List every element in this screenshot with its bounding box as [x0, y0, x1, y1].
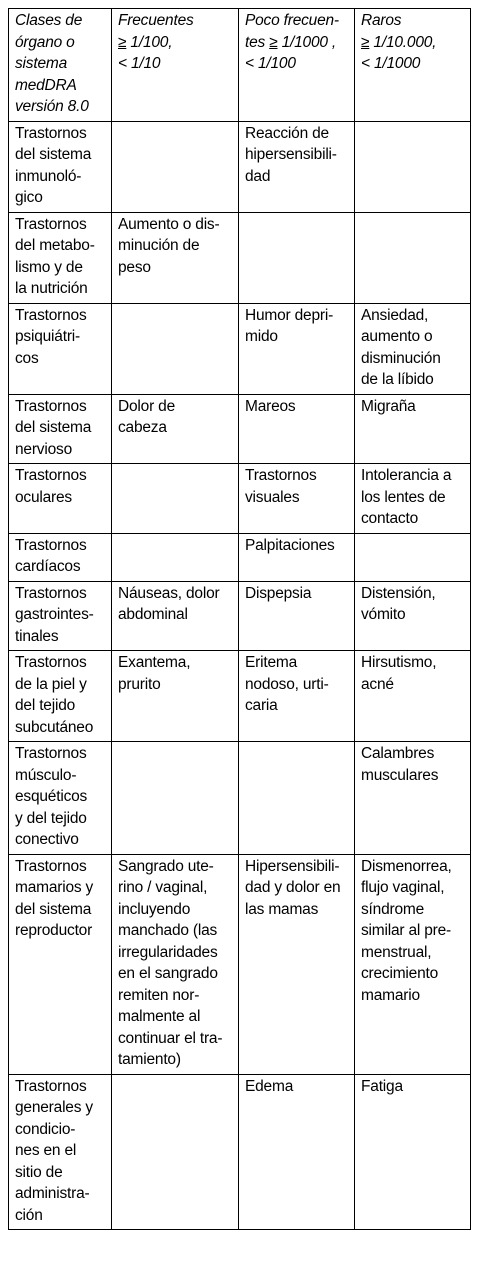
cell-uncommon: Dispepsia: [239, 581, 355, 651]
header-rare-ge: ≥: [361, 33, 370, 51]
header-organ-class: [9, 9, 112, 122]
cell-organ: Trastornos psiquiátri- cos: [9, 303, 112, 394]
cell-uncommon: Palpitaciones: [239, 533, 355, 581]
table-row: [9, 533, 471, 581]
header-frequent-ge: ≥: [118, 33, 127, 51]
cell-rare: Calambres musculares: [355, 742, 471, 855]
cell-frequent: [112, 1074, 239, 1230]
table-header: [9, 9, 471, 122]
header-rare: [355, 9, 471, 122]
cell-uncommon: Trastornos visuales: [239, 464, 355, 534]
cell-rare: [355, 533, 471, 581]
header-uncommon-ge: ≥: [269, 33, 278, 51]
table-row: [9, 854, 471, 1074]
cell-rare: [355, 121, 471, 212]
header-uncommon: [239, 9, 355, 122]
cell-uncommon: [239, 212, 355, 303]
cell-rare: Fatiga: [355, 1074, 471, 1230]
cell-organ: Trastornos mamarios y del sistema reproductor: [9, 854, 112, 1074]
table-body: [9, 121, 471, 1230]
adverse-reactions-table: [8, 8, 471, 1230]
cell-rare: Hirsutismo, acné: [355, 651, 471, 742]
table-row: [9, 651, 471, 742]
header-frequent-label: Frecuentes: [118, 12, 194, 29]
cell-frequent: [112, 742, 239, 855]
cell-organ: Trastornos músculo- esquéticos y del tejido conectivo: [9, 742, 112, 855]
cell-uncommon: Eritema nodoso, urti- caria: [239, 651, 355, 742]
cell-frequent: [112, 121, 239, 212]
table-row: [9, 121, 471, 212]
cell-frequent: [112, 533, 239, 581]
table-row: [9, 303, 471, 394]
cell-frequent: [112, 303, 239, 394]
cell-organ: Trastornos oculares: [9, 464, 112, 534]
cell-uncommon: Mareos: [239, 394, 355, 464]
cell-frequent: Náuseas, dolor abdominal: [112, 581, 239, 651]
cell-organ: Trastornos de la piel y del tejido subcutáneo: [9, 651, 112, 742]
cell-organ: Trastornos gastrointes- tinales: [9, 581, 112, 651]
cell-frequent: Aumento o dis- minución de peso: [112, 212, 239, 303]
cell-uncommon: Edema: [239, 1074, 355, 1230]
cell-uncommon: Humor depri- mido: [239, 303, 355, 394]
header-organ-class-text: Clases de órgano o sistema medDRA versión 8.0: [15, 12, 89, 115]
cell-rare: Intolerancia a los lentes de contacto: [355, 464, 471, 534]
header-row: [9, 9, 471, 122]
cell-frequent: [112, 464, 239, 534]
cell-organ: Trastornos del sistema nervioso: [9, 394, 112, 464]
table-row: [9, 394, 471, 464]
cell-frequent: Sangrado ute- rino / vaginal, incluyendo manchado (las irregularidades en el sangrado remiten nor- malmente al continuar el tra- tamiento): [112, 854, 239, 1074]
header-rare-label: Raros: [361, 12, 402, 29]
cell-uncommon: Reacción de hipersensibili- dad: [239, 121, 355, 212]
cell-frequent: Exantema, prurito: [112, 651, 239, 742]
header-frequent-range: 1/100, < 1/10: [118, 33, 173, 72]
table-row: [9, 742, 471, 855]
cell-organ: Trastornos generales y condicio- nes en el sitio de administra- ción: [9, 1074, 112, 1230]
table-row: [9, 581, 471, 651]
header-uncommon-label: Poco frecuen- tes: [245, 12, 339, 51]
cell-rare: Ansiedad, aumento o disminución de la líbido: [355, 303, 471, 394]
header-frequent: [112, 9, 239, 122]
cell-rare: Dismenorrea, flujo vaginal, síndrome similar al pre- menstrual, crecimiento mamario: [355, 854, 471, 1074]
cell-frequent: Dolor de cabeza: [112, 394, 239, 464]
header-uncommon-range: 1/1000 , < 1/100: [245, 33, 337, 72]
cell-rare: Migraña: [355, 394, 471, 464]
cell-organ: Trastornos del sistema inmunoló- gico: [9, 121, 112, 212]
cell-organ: Trastornos del metabo- lismo y de la nutrición: [9, 212, 112, 303]
table-row: [9, 212, 471, 303]
cell-rare: [355, 212, 471, 303]
header-rare-range: 1/10.000, < 1/1000: [361, 33, 437, 72]
cell-uncommon: Hipersensibili- dad y dolor en las mamas: [239, 854, 355, 1074]
cell-rare: Distensión, vómito: [355, 581, 471, 651]
cell-uncommon: [239, 742, 355, 855]
cell-organ: Trastornos cardíacos: [9, 533, 112, 581]
table-row: [9, 1074, 471, 1230]
table-row: [9, 464, 471, 534]
